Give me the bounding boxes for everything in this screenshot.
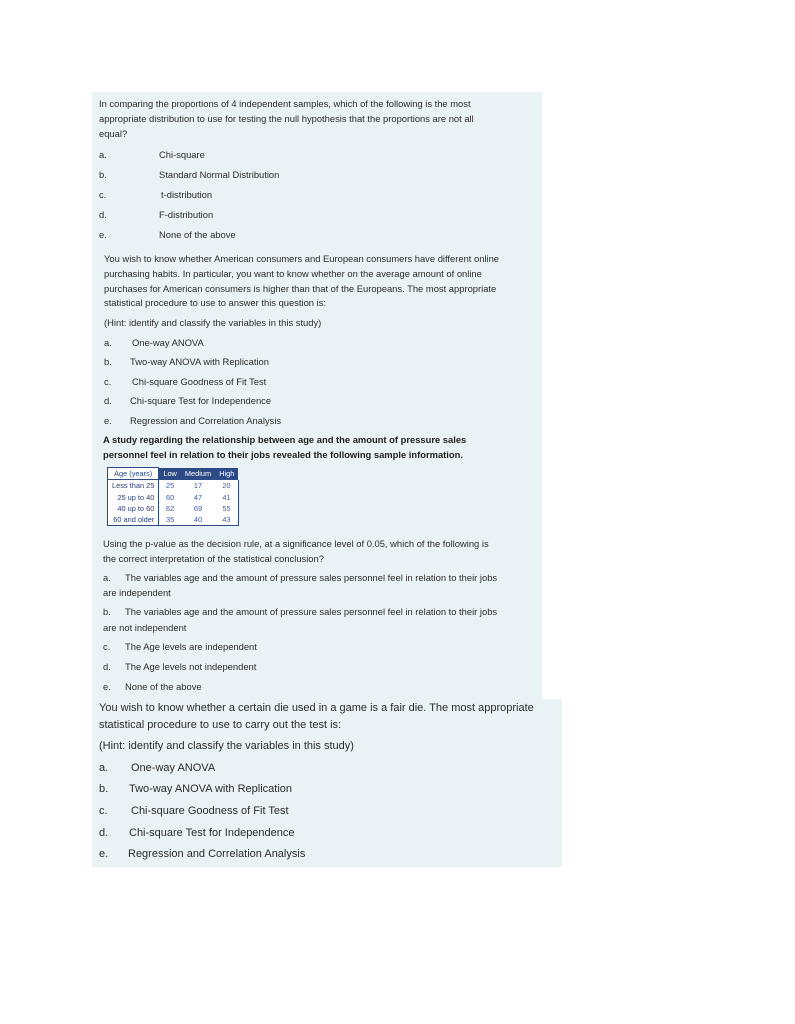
table-cell: 25	[159, 480, 181, 492]
q3-stem-line: Using the p-value as the decision rule, at a significance level of 0.05, which of the following is	[103, 538, 489, 549]
q4-option-d-letter: d.	[99, 827, 109, 839]
q4-stem-line: You wish to know whether a certain die used in a game is a fair die. The most appropriate	[99, 702, 534, 714]
q2-hint: (Hint: identify and classify the variables in this study)	[104, 317, 322, 328]
q2-option-c[interactable]: Chi-square Goodness of Fit Test	[132, 376, 267, 387]
table-row-label: 60 and older	[108, 514, 159, 526]
q2-stem-line: purchases for American consumers is higher than that of the Europeans. The most appropriate	[104, 283, 497, 294]
q2-option-a-letter: a.	[104, 337, 112, 348]
q2-option-b-letter: b.	[104, 356, 112, 367]
q1-option-b-letter: b.	[99, 169, 107, 180]
q4-option-e-letter: e.	[99, 848, 109, 860]
table-cell: 55	[215, 503, 238, 514]
q3-option-b-cont[interactable]: are not independent	[103, 622, 187, 633]
table-header-cell: High	[215, 468, 238, 480]
table-cell: 69	[181, 503, 215, 514]
q1-option-d-letter: d.	[99, 209, 107, 220]
q1-option-e-letter: e.	[99, 229, 107, 240]
table-row-label: 25 up to 40	[108, 492, 159, 503]
table-row	[108, 480, 239, 492]
q1-option-b[interactable]: Standard Normal Distribution	[159, 169, 280, 180]
q4-option-c[interactable]: Chi-square Goodness of Fit Test	[131, 805, 289, 817]
table-cell: 20	[215, 480, 238, 492]
q3-intro-line: personnel feel in relation to their jobs revealed the following sample information.	[103, 449, 463, 460]
q4-option-a-letter: a.	[99, 762, 109, 774]
table-header-cell: Medium	[181, 468, 215, 480]
table-row	[108, 492, 239, 503]
q2-option-e-letter: e.	[104, 415, 112, 426]
table-cell: 40	[181, 514, 215, 526]
q3-option-c[interactable]: The Age levels are independent	[125, 641, 257, 652]
q3-option-b[interactable]: The variables age and the amount of pressure sales personnel feel in relation to their jobs	[125, 606, 498, 617]
q1-option-a[interactable]: Chi-square	[159, 149, 205, 160]
q2-stem-line: purchasing habits. In particular, you want to know whether on the average amount of online	[104, 268, 482, 279]
q4-option-c-letter: c.	[99, 805, 108, 817]
q2-option-b[interactable]: Two-way ANOVA with Replication	[130, 356, 269, 367]
q4-hint: (Hint: identify and classify the variables in this study)	[99, 740, 354, 752]
q1-stem-line: appropriate distribution to use for testing the null hypothesis that the proportions are not all	[99, 113, 474, 124]
table-header-row	[108, 468, 239, 480]
q3-intro-line: A study regarding the relationship between age and the amount of pressure sales	[103, 434, 467, 445]
q3-option-c-letter: c.	[103, 641, 111, 652]
q3-option-b-letter: b.	[103, 606, 111, 617]
table-cell: 47	[181, 492, 215, 503]
q1-stem-line: equal?	[99, 128, 128, 139]
q3-option-d[interactable]: The Age levels not independent	[125, 661, 257, 672]
q4-stem-line: statistical procedure to use to carry out the test is:	[99, 719, 342, 731]
pressure-table	[107, 467, 239, 526]
q3-option-a-cont[interactable]: are independent	[103, 587, 171, 598]
q2-stem-line: statistical procedure to use to answer this question is:	[104, 297, 326, 308]
table-cell: 35	[159, 514, 181, 526]
table-row-label: Less than 25	[108, 480, 159, 492]
table-cell: 62	[159, 503, 181, 514]
table-row-label: 40 up to 60	[108, 503, 159, 514]
q1-option-a-letter: a.	[99, 149, 107, 160]
q3-option-a[interactable]: The variables age and the amount of pressure sales personnel feel in relation to their jobs	[125, 572, 498, 583]
q4-option-b-letter: b.	[99, 783, 109, 795]
q2-option-c-letter: c.	[104, 376, 112, 387]
q2-option-a[interactable]: One-way ANOVA	[132, 337, 204, 348]
q2-option-e[interactable]: Regression and Correlation Analysis	[130, 415, 282, 426]
q1-stem-line: In comparing the proportions of 4 independent samples, which of the following is the most	[99, 98, 471, 109]
table-row	[108, 514, 239, 526]
q2-option-d[interactable]: Chi-square Test for Independence	[130, 395, 272, 406]
q1-option-c-letter: c.	[99, 189, 107, 200]
table-cell: 17	[181, 480, 215, 492]
table-cell: 43	[215, 514, 238, 526]
q4-option-e[interactable]: Regression and Correlation Analysis	[128, 848, 306, 860]
q1-option-d[interactable]: F-distribution	[159, 209, 214, 220]
table-header-cell: Age (years)	[108, 468, 159, 480]
q3-option-a-letter: a.	[103, 572, 111, 583]
q3-stem-line: the correct interpretation of the statistical conclusion?	[103, 553, 324, 564]
q3-option-e-letter: e.	[103, 681, 111, 692]
q2-option-d-letter: d.	[104, 395, 112, 406]
q4-option-a[interactable]: One-way ANOVA	[131, 762, 216, 774]
table-row	[108, 503, 239, 514]
table-cell: 41	[215, 492, 238, 503]
table-header-cell: Low	[159, 468, 181, 480]
q3-option-e[interactable]: None of the above	[125, 681, 202, 692]
q1-option-e[interactable]: None of the above	[159, 229, 236, 240]
q2-stem-line: You wish to know whether American consumers and European consumers have different online	[104, 253, 500, 264]
q1-option-c[interactable]: t-distribution	[161, 189, 213, 200]
q4-option-b[interactable]: Two-way ANOVA with Replication	[129, 783, 293, 795]
q3-option-d-letter: d.	[103, 661, 111, 672]
table-cell: 60	[159, 492, 181, 503]
q4-option-d[interactable]: Chi-square Test for Independence	[129, 827, 295, 839]
